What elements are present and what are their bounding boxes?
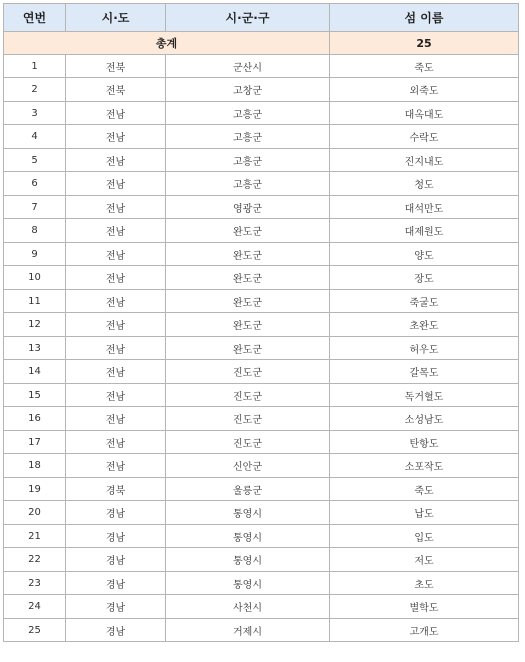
cell-number: 21: [4, 525, 66, 548]
cell-island-name: 죽도: [330, 478, 519, 501]
header-row: [4, 4, 519, 32]
table-row: [4, 55, 519, 78]
cell-island-name: 청도: [330, 172, 519, 196]
total-label: 총계: [4, 32, 330, 55]
cell-district: 신안군: [166, 454, 330, 478]
cell-district: 통영시: [166, 501, 330, 525]
cell-district: 진도군: [166, 407, 330, 431]
table-row: [4, 313, 519, 337]
table-row: [4, 196, 519, 219]
table-row: [4, 219, 519, 243]
cell-district: 진도군: [166, 431, 330, 454]
table-row: [4, 78, 519, 102]
cell-island-name: 초완도: [330, 313, 519, 337]
cell-province: 전남: [66, 149, 166, 172]
cell-island-name: 저도: [330, 548, 519, 572]
cell-number: 18: [4, 454, 66, 478]
table-row: [4, 619, 519, 642]
table-row: [4, 102, 519, 125]
cell-island-name: 죽굴도: [330, 290, 519, 313]
cell-number: 10: [4, 266, 66, 290]
table-row: [4, 266, 519, 290]
cell-province: 전남: [66, 384, 166, 407]
cell-number: 1: [4, 55, 66, 78]
cell-district: 진도군: [166, 360, 330, 384]
cell-district: 고흥군: [166, 149, 330, 172]
cell-province: 경남: [66, 548, 166, 572]
cell-district: 완도군: [166, 290, 330, 313]
cell-island-name: 독거혈도: [330, 384, 519, 407]
table-row: [4, 172, 519, 196]
cell-district: 고흥군: [166, 102, 330, 125]
table-row: [4, 125, 519, 149]
header-number: 연번: [4, 4, 66, 32]
cell-district: 군산시: [166, 55, 330, 78]
cell-district: 울릉군: [166, 478, 330, 501]
cell-number: 19: [4, 478, 66, 501]
table-row: [4, 149, 519, 172]
cell-island-name: 수락도: [330, 125, 519, 149]
total-row: [4, 32, 519, 55]
cell-province: 전남: [66, 290, 166, 313]
table-row: [4, 337, 519, 360]
table-row: [4, 431, 519, 454]
island-table: [3, 3, 519, 642]
cell-province: 경남: [66, 525, 166, 548]
cell-number: 25: [4, 619, 66, 642]
cell-province: 전남: [66, 172, 166, 196]
cell-island-name: 탄항도: [330, 431, 519, 454]
cell-number: 12: [4, 313, 66, 337]
cell-district: 고창군: [166, 78, 330, 102]
cell-number: 11: [4, 290, 66, 313]
table-row: [4, 525, 519, 548]
cell-island-name: 대석만도: [330, 196, 519, 219]
island-rows: [4, 55, 519, 642]
cell-number: 2: [4, 78, 66, 102]
cell-island-name: 입도: [330, 525, 519, 548]
total-value: 25: [330, 32, 519, 55]
cell-number: 23: [4, 572, 66, 595]
cell-district: 진도군: [166, 384, 330, 407]
cell-province: 경남: [66, 619, 166, 642]
cell-province: 전남: [66, 454, 166, 478]
cell-district: 영광군: [166, 196, 330, 219]
cell-island-name: 별학도: [330, 595, 519, 619]
cell-province: 경남: [66, 595, 166, 619]
table-row: [4, 595, 519, 619]
cell-province: 전남: [66, 266, 166, 290]
table-row: [4, 290, 519, 313]
cell-island-name: 외죽도: [330, 78, 519, 102]
cell-district: 완도군: [166, 266, 330, 290]
header-island-name: 섬 이름: [330, 4, 519, 32]
cell-number: 6: [4, 172, 66, 196]
cell-island-name: 초도: [330, 572, 519, 595]
cell-island-name: 소성남도: [330, 407, 519, 431]
table-row: [4, 360, 519, 384]
cell-province: 전남: [66, 102, 166, 125]
table-row: [4, 501, 519, 525]
cell-province: 경남: [66, 501, 166, 525]
cell-island-name: 장도: [330, 266, 519, 290]
cell-province: 전남: [66, 243, 166, 266]
cell-island-name: 죽도: [330, 55, 519, 78]
cell-island-name: 양도: [330, 243, 519, 266]
table-row: [4, 572, 519, 595]
cell-province: 전남: [66, 125, 166, 149]
cell-province: 전북: [66, 55, 166, 78]
cell-number: 22: [4, 548, 66, 572]
cell-number: 24: [4, 595, 66, 619]
cell-province: 전남: [66, 407, 166, 431]
cell-island-name: 소포작도: [330, 454, 519, 478]
cell-island-name: 허우도: [330, 337, 519, 360]
cell-island-name: 갈목도: [330, 360, 519, 384]
table-row: [4, 478, 519, 501]
cell-province: 전남: [66, 360, 166, 384]
table-row: [4, 243, 519, 266]
cell-district: 통영시: [166, 572, 330, 595]
cell-island-name: 대제원도: [330, 219, 519, 243]
header-district: 시·군·구: [166, 4, 330, 32]
cell-island-name: 진지내도: [330, 149, 519, 172]
cell-province: 경남: [66, 572, 166, 595]
cell-province: 전남: [66, 196, 166, 219]
cell-province: 전남: [66, 431, 166, 454]
cell-number: 7: [4, 196, 66, 219]
cell-district: 고흥군: [166, 125, 330, 149]
table-row: [4, 454, 519, 478]
cell-number: 8: [4, 219, 66, 243]
cell-number: 16: [4, 407, 66, 431]
cell-number: 3: [4, 102, 66, 125]
cell-province: 전남: [66, 337, 166, 360]
cell-island-name: 고개도: [330, 619, 519, 642]
cell-number: 9: [4, 243, 66, 266]
header-province: 시·도: [66, 4, 166, 32]
cell-district: 완도군: [166, 313, 330, 337]
cell-province: 전북: [66, 78, 166, 102]
table-row: [4, 548, 519, 572]
island-list-container: [3, 3, 519, 642]
cell-district: 사천시: [166, 595, 330, 619]
cell-number: 17: [4, 431, 66, 454]
cell-district: 완도군: [166, 337, 330, 360]
cell-island-name: 대옥대도: [330, 102, 519, 125]
cell-district: 통영시: [166, 548, 330, 572]
table-row: [4, 407, 519, 431]
cell-island-name: 납도: [330, 501, 519, 525]
cell-number: 5: [4, 149, 66, 172]
cell-district: 거제시: [166, 619, 330, 642]
cell-province: 전남: [66, 219, 166, 243]
table-row: [4, 384, 519, 407]
cell-number: 13: [4, 337, 66, 360]
cell-district: 완도군: [166, 219, 330, 243]
cell-number: 14: [4, 360, 66, 384]
cell-number: 15: [4, 384, 66, 407]
cell-district: 고흥군: [166, 172, 330, 196]
cell-number: 4: [4, 125, 66, 149]
cell-district: 완도군: [166, 243, 330, 266]
cell-province: 경북: [66, 478, 166, 501]
cell-district: 통영시: [166, 525, 330, 548]
cell-number: 20: [4, 501, 66, 525]
cell-province: 전남: [66, 313, 166, 337]
